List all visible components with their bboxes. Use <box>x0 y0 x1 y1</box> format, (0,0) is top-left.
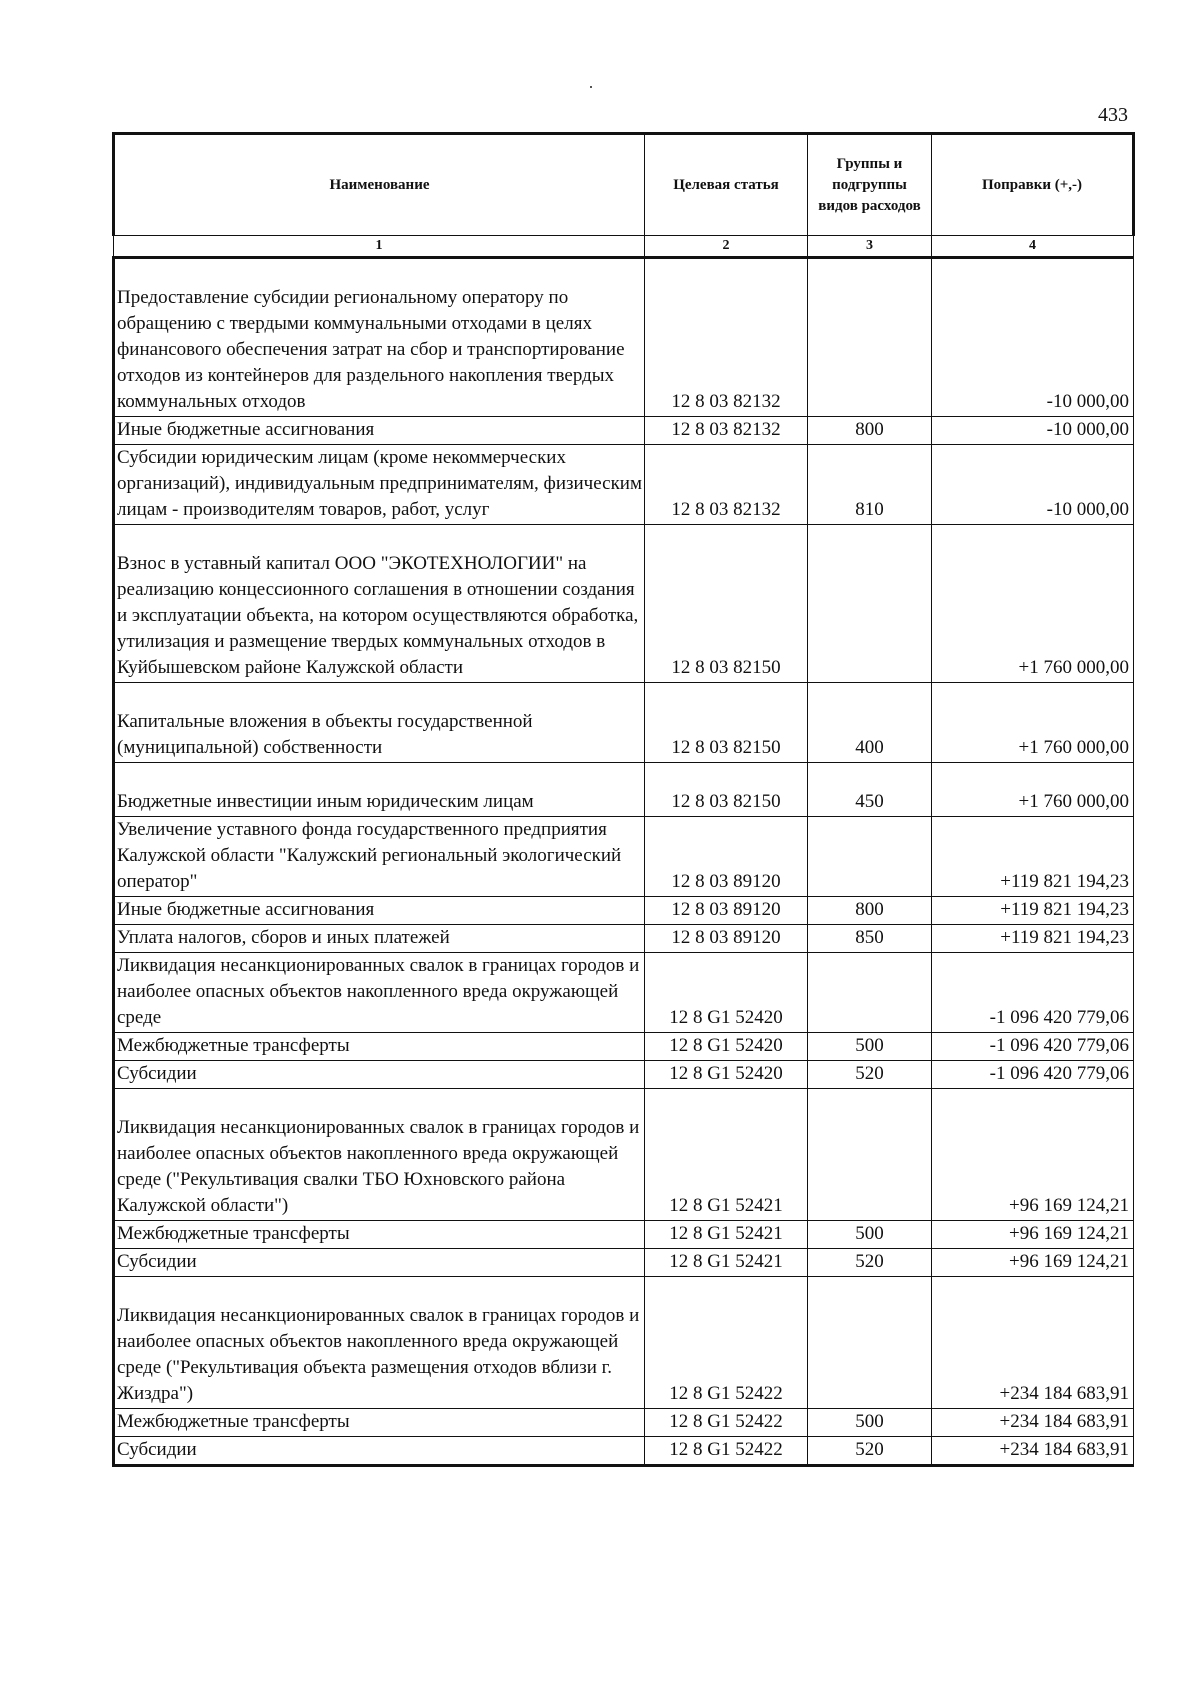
row-expense-group: 520 <box>808 1249 932 1277</box>
row-expense-group <box>808 953 932 1033</box>
header-amendments: Поправки (+,-) <box>932 134 1134 236</box>
row-amendment: -10 000,00 <box>932 258 1134 417</box>
table-row <box>114 953 1134 1033</box>
row-amendment: +96 169 124,21 <box>932 1249 1134 1277</box>
table-row <box>114 525 1134 683</box>
row-expense-group: 810 <box>808 445 932 525</box>
table-row <box>114 1409 1134 1437</box>
table-row <box>114 1277 1134 1409</box>
row-amendment: -1 096 420 779,06 <box>932 1033 1134 1061</box>
table-row <box>114 1061 1134 1089</box>
header-target-article: Целевая статья <box>645 134 808 236</box>
row-amendment: -1 096 420 779,06 <box>932 1061 1134 1089</box>
row-expense-group: 500 <box>808 1409 932 1437</box>
row-amendment: +119 821 194,23 <box>932 897 1134 925</box>
row-amendment: +234 184 683,91 <box>932 1277 1134 1409</box>
row-target-article: 12 8 G1 52421 <box>645 1221 808 1249</box>
row-name: Межбюджетные трансферты <box>114 1409 645 1437</box>
row-expense-group: 500 <box>808 1221 932 1249</box>
row-target-article: 12 8 03 89120 <box>645 817 808 897</box>
page-number: 433 <box>1098 104 1128 126</box>
row-expense-group: 400 <box>808 683 932 763</box>
header-expense-groups: Группы и подгруппы видов расходов <box>808 134 932 236</box>
table-row <box>114 683 1134 763</box>
row-expense-group: 450 <box>808 763 932 817</box>
row-name: Иные бюджетные ассигнования <box>114 897 645 925</box>
row-amendment: -1 096 420 779,06 <box>932 953 1134 1033</box>
table-row <box>114 1249 1134 1277</box>
row-name: Иные бюджетные ассигнования <box>114 417 645 445</box>
row-name: Субсидии <box>114 1437 645 1466</box>
row-amendment: +119 821 194,23 <box>932 925 1134 953</box>
row-target-article: 12 8 03 89120 <box>645 897 808 925</box>
budget-amendments-table <box>112 132 1135 1467</box>
row-target-article: 12 8 03 82150 <box>645 525 808 683</box>
row-name: Бюджетные инвестиции иным юридическим лицам <box>114 763 645 817</box>
row-expense-group <box>808 525 932 683</box>
row-name: Межбюджетные трансферты <box>114 1033 645 1061</box>
row-expense-group: 500 <box>808 1033 932 1061</box>
column-number: 1 <box>114 236 645 258</box>
table-row <box>114 1437 1134 1466</box>
table-row <box>114 1033 1134 1061</box>
row-target-article: 12 8 G1 52421 <box>645 1089 808 1221</box>
column-number: 2 <box>645 236 808 258</box>
table-row <box>114 925 1134 953</box>
scan-artifact-dot <box>590 86 592 88</box>
row-name: Субсидии <box>114 1061 645 1089</box>
row-expense-group <box>808 1089 932 1221</box>
row-target-article: 12 8 G1 52420 <box>645 1033 808 1061</box>
row-name: Взнос в уставный капитал ООО "ЭКОТЕХНОЛОГИИ" на реализацию концессионного соглашения в отношении создания и эксплуатации объекта, на котором осуществляются обработка, утилизация и размещение твердых коммунальных отходов в Куйбышевском районе Калужской области <box>114 525 645 683</box>
row-name: Субсидии <box>114 1249 645 1277</box>
row-target-article: 12 8 03 82150 <box>645 683 808 763</box>
row-expense-group <box>808 817 932 897</box>
row-amendment: -10 000,00 <box>932 445 1134 525</box>
row-expense-group <box>808 258 932 417</box>
row-target-article: 12 8 G1 52422 <box>645 1409 808 1437</box>
row-amendment: +234 184 683,91 <box>932 1409 1134 1437</box>
row-amendment: +1 760 000,00 <box>932 683 1134 763</box>
row-expense-group: 800 <box>808 417 932 445</box>
row-expense-group: 520 <box>808 1061 932 1089</box>
row-amendment: -10 000,00 <box>932 417 1134 445</box>
row-amendment: +96 169 124,21 <box>932 1089 1134 1221</box>
row-name: Ликвидация несанкционированных свалок в границах городов и наиболее опасных объектов накопленного вреда окружающей среде ("Рекультивация свалки ТБО Юхновского района Калужской области") <box>114 1089 645 1221</box>
row-amendment: +234 184 683,91 <box>932 1437 1134 1466</box>
table-row <box>114 1089 1134 1221</box>
row-name: Уплата налогов, сборов и иных платежей <box>114 925 645 953</box>
table-row <box>114 258 1134 417</box>
table-header-row <box>114 134 1134 236</box>
row-amendment: +1 760 000,00 <box>932 525 1134 683</box>
table-row <box>114 763 1134 817</box>
column-number: 3 <box>808 236 932 258</box>
row-target-article: 12 8 03 82132 <box>645 258 808 417</box>
row-target-article: 12 8 03 82150 <box>645 763 808 817</box>
row-amendment: +119 821 194,23 <box>932 817 1134 897</box>
table-row <box>114 1221 1134 1249</box>
row-name: Ликвидация несанкционированных свалок в границах городов и наиболее опасных объектов накопленного вреда окружающей среде ("Рекультивация объекта размещения отходов вблизи г. Жиздра") <box>114 1277 645 1409</box>
row-name: Субсидии юридическим лицам (кроме некоммерческих организаций), индивидуальным предпринимателям, физическим лицам - производителям товаров, работ, услуг <box>114 445 645 525</box>
row-target-article: 12 8 03 89120 <box>645 925 808 953</box>
row-target-article: 12 8 G1 52422 <box>645 1277 808 1409</box>
table-row <box>114 445 1134 525</box>
column-number-row <box>114 236 1134 258</box>
row-amendment: +1 760 000,00 <box>932 763 1134 817</box>
row-expense-group <box>808 1277 932 1409</box>
header-name: Наименование <box>114 134 645 236</box>
table-row <box>114 817 1134 897</box>
row-expense-group: 520 <box>808 1437 932 1466</box>
row-expense-group: 800 <box>808 897 932 925</box>
row-amendment: +96 169 124,21 <box>932 1221 1134 1249</box>
row-name: Межбюджетные трансферты <box>114 1221 645 1249</box>
column-number: 4 <box>932 236 1134 258</box>
row-name: Капитальные вложения в объекты государственной (муниципальной) собственности <box>114 683 645 763</box>
row-name: Увеличение уставного фонда государственного предприятия Калужской области "Калужский региональный экологический оператор" <box>114 817 645 897</box>
row-expense-group: 850 <box>808 925 932 953</box>
row-target-article: 12 8 G1 52420 <box>645 1061 808 1089</box>
row-name: Ликвидация несанкционированных свалок в границах городов и наиболее опасных объектов накопленного вреда окружающей среде <box>114 953 645 1033</box>
row-target-article: 12 8 03 82132 <box>645 417 808 445</box>
row-name: Предоставление субсидии региональному оператору по обращению с твердыми коммунальными отходами в целях финансового обеспечения затрат на сбор и транспортирование отходов из контейнеров для раздельного накопления твердых коммунальных отходов <box>114 258 645 417</box>
table-row <box>114 417 1134 445</box>
row-target-article: 12 8 03 82132 <box>645 445 808 525</box>
row-target-article: 12 8 G1 52421 <box>645 1249 808 1277</box>
row-target-article: 12 8 G1 52422 <box>645 1437 808 1466</box>
row-target-article: 12 8 G1 52420 <box>645 953 808 1033</box>
table-row <box>114 897 1134 925</box>
